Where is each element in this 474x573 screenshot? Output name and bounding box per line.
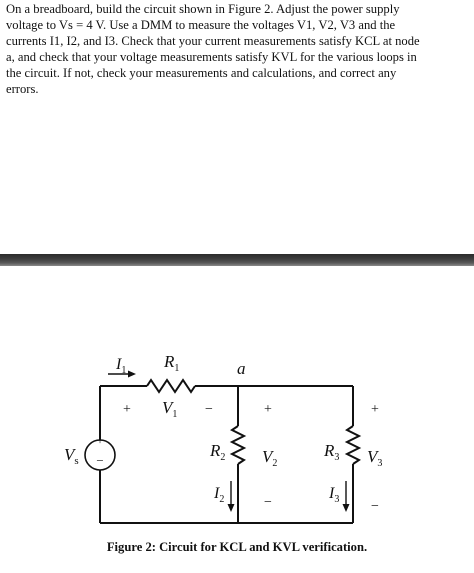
problem-line-3-text: currents I1, I2, and I3. Check that your current measurements satisfy KCL at node — [6, 34, 420, 49]
current-i2-label-main: I — [214, 485, 220, 502]
problem-line-1-text: On a breadboard, build the circuit shown in Figure 2. Adjust the power supply — [6, 2, 400, 16]
circuit-diagram — [0, 266, 474, 573]
problem-line-6 — [6, 81, 468, 97]
resistor-r3-label-sub: 3 — [334, 452, 340, 463]
source-label — [64, 445, 79, 467]
resistor-r2-label-sub: 2 — [220, 452, 226, 463]
current-i1-label-main: I — [116, 356, 122, 373]
v2-label — [262, 447, 277, 469]
v1-minus-sign: − — [205, 402, 213, 417]
v3-label — [367, 447, 382, 469]
current-i2-label — [213, 485, 224, 505]
v1-label-sub: 1 — [172, 409, 178, 420]
current-i1-label-sub: 1 — [121, 365, 127, 376]
resistor-r3 — [347, 426, 359, 464]
source-plus-sign: + — [96, 433, 104, 447]
resistor-r1-label — [163, 352, 179, 374]
v3-plus-sign: + — [371, 402, 379, 417]
figure-caption: Figure 2: Circuit for KCL and KVL verification. — [106, 540, 368, 554]
v3-label-sub: 3 — [377, 458, 383, 469]
v3-minus-sign: − — [371, 499, 379, 514]
v1-label — [162, 398, 177, 420]
resistor-r2-label — [209, 441, 225, 463]
problem-line-5-text: the circuit. If not, check your measurements and calculations, and correct any — [6, 66, 397, 81]
resistor-r2 — [232, 426, 244, 464]
problem-line-2-text: voltage to Vs = 4 V. Use a DMM to measure the voltages V1, V2, V3 and the — [6, 18, 396, 33]
current-i3-arrowhead-icon — [343, 504, 350, 512]
problem-line-4-text: a, and check that your voltage measurements satisfy KVL for the various loops in — [6, 50, 417, 65]
problem-line-6-text: errors. — [6, 82, 39, 97]
current-i3-label — [328, 485, 339, 505]
resistor-r3-label-main: R — [324, 441, 335, 460]
node-a-label: a — [237, 359, 246, 378]
source-label-main: V — [64, 445, 75, 464]
current-i1-label — [115, 356, 126, 376]
resistor-r1-label-main: R — [164, 352, 175, 371]
resistor-r3-label — [323, 441, 339, 463]
resistor-r1 — [147, 380, 195, 392]
resistor-r2-label-main: R — [210, 441, 221, 460]
source-label-sub: s — [74, 455, 79, 467]
v1-plus-sign: + — [123, 402, 131, 417]
section-divider — [0, 254, 474, 266]
v2-label-main: V — [262, 447, 273, 466]
v1-label-main: V — [162, 398, 173, 417]
current-i3-label-sub: 3 — [334, 494, 340, 505]
v2-minus-sign: − — [264, 495, 272, 510]
problem-line-3 — [6, 33, 468, 49]
problem-line-4 — [6, 49, 468, 65]
current-i1-arrowhead-icon — [128, 371, 136, 378]
problem-line-2 — [6, 17, 468, 33]
v3-label-main: V — [367, 447, 378, 466]
problem-line-1 — [6, 1, 468, 17]
current-i2-arrowhead-icon — [228, 504, 235, 512]
problem-statement — [6, 1, 468, 98]
source-minus-sign: − — [96, 453, 104, 468]
current-i2-label-sub: 2 — [219, 494, 225, 505]
v2-plus-sign: + — [264, 402, 272, 417]
problem-line-5 — [6, 65, 468, 81]
current-i3-label-main: I — [329, 485, 335, 502]
resistor-r1-label-sub: 1 — [174, 363, 180, 374]
v2-label-sub: 2 — [272, 458, 278, 469]
